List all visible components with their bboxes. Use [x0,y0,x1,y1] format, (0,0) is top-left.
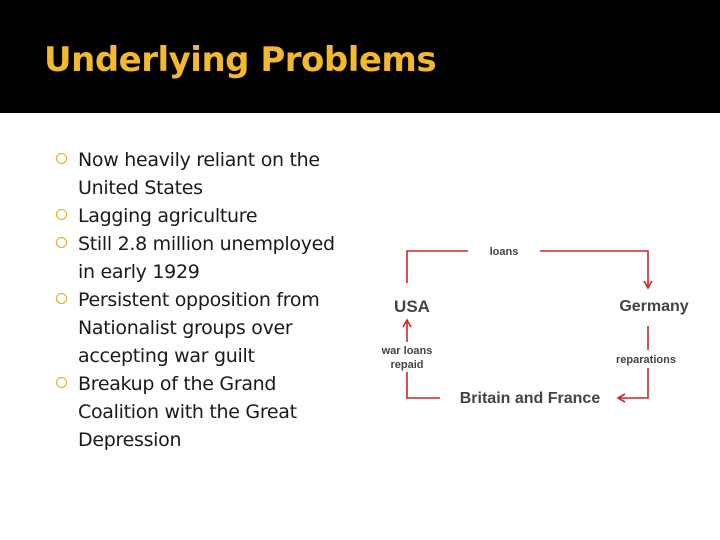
bullet-item: Breakup of the Grand Coalition with the Great Depression [56,370,356,454]
war-loans-label: war loans [381,345,433,357]
node-britain-and-france: Britain and France [459,390,601,407]
bullet-list [56,146,356,454]
bullet-item: Lagging agriculture [56,202,356,230]
reparations-cycle-diagram [360,230,690,420]
bullet-circle-icon [56,209,67,220]
bullet-circle-icon [56,153,67,164]
repaid-label: repaid [390,359,424,371]
node-germany: Germany [619,298,689,315]
bullet-circle-icon [56,293,67,304]
bullet-item: Still 2.8 million unemployed in early 1929 [56,230,356,286]
bullet-item: Persistent opposition from Nationalist groups over accepting war guilt [56,286,356,370]
loans-label: loans [489,246,519,258]
bullet-circle-icon [56,237,67,248]
node-usa: USA [394,297,430,316]
reparations-label: reparations [616,354,676,366]
bullet-circle-icon [56,377,67,388]
bullet-item: Now heavily reliant on the United States [56,146,356,202]
slide-title: Underlying Problems [44,40,437,80]
